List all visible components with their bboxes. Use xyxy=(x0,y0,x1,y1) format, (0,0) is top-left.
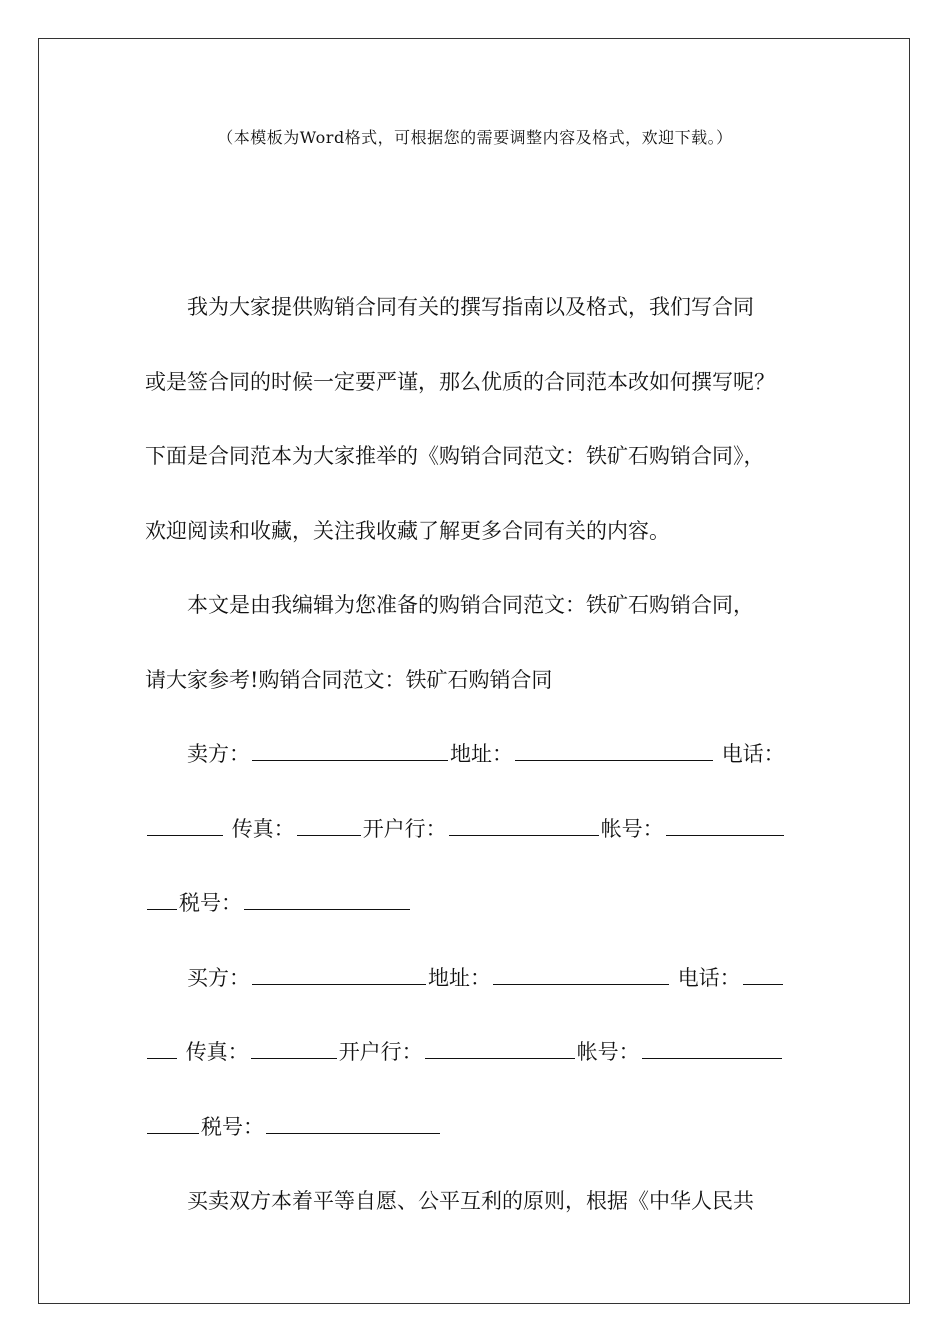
seller-name-blank[interactable] xyxy=(252,742,448,761)
template-note: （本模板为Word格式，可根据您的需要调整内容及格式，欢迎下载。） xyxy=(217,128,733,147)
buyer-phone-blank[interactable] xyxy=(743,966,783,985)
buyer-address-label: 地址： xyxy=(428,965,491,990)
editor-line-1: 本文是由我编辑为您准备的购销合同范文：铁矿石购销合同， xyxy=(187,593,754,617)
buyer-account-blank-cont[interactable] xyxy=(147,1115,199,1134)
editor-note-paragraph xyxy=(145,568,805,717)
seller-address-blank[interactable] xyxy=(515,742,713,761)
seller-account-label: 帐号： xyxy=(600,816,664,841)
seller-account-blank-cont[interactable] xyxy=(147,891,177,910)
buyer-tax-blank[interactable] xyxy=(266,1115,440,1134)
seller-bank-blank[interactable] xyxy=(449,817,599,836)
buyer-info xyxy=(145,941,805,1165)
buyer-fax-blank[interactable] xyxy=(251,1040,337,1059)
seller-line-1 xyxy=(145,717,805,792)
buyer-line-3 xyxy=(145,1090,805,1165)
intro-line-2: 或是签合同的时候一定要严谨，那么优质的合同范本改如何撰写呢？ xyxy=(145,369,775,394)
editor-line-2: 请大家参考!购销合同范文：铁矿石购销合同 xyxy=(145,667,553,692)
seller-bank-label: 开户行： xyxy=(362,816,447,841)
closing-paragraph xyxy=(145,1164,805,1239)
seller-fax-label: 传真： xyxy=(231,816,295,841)
buyer-line-2 xyxy=(145,1015,805,1090)
buyer-account-blank[interactable] xyxy=(642,1040,782,1059)
buyer-bank-blank[interactable] xyxy=(425,1040,575,1059)
closing-line-1: 买卖双方本着平等自愿、公平互利的原则，根据《中华人民共 xyxy=(187,1189,754,1213)
buyer-phone-label: 电话： xyxy=(677,965,741,990)
seller-info xyxy=(145,717,805,941)
buyer-address-blank[interactable] xyxy=(493,966,669,985)
seller-label: 卖方： xyxy=(187,742,250,766)
buyer-line-1 xyxy=(145,941,805,1016)
seller-tax-label: 税号： xyxy=(179,891,242,915)
intro-line-4: 欢迎阅读和收藏，关注我收藏了解更多合同有关的内容。 xyxy=(145,518,670,543)
seller-address-label: 地址： xyxy=(450,742,513,766)
buyer-name-blank[interactable] xyxy=(252,966,426,985)
buyer-tax-label: 税号： xyxy=(201,1114,264,1139)
seller-phone-blank[interactable] xyxy=(147,817,223,836)
intro-paragraph xyxy=(145,270,805,568)
intro-line-1: 我为大家提供购销合同有关的撰写指南以及格式，我们写合同 xyxy=(187,295,754,319)
intro-line-3: 下面是合同范本为大家推举的《购销合同范文：铁矿石购销合同》， xyxy=(145,444,765,468)
buyer-phone-blank-cont[interactable] xyxy=(147,1040,177,1059)
seller-line-3 xyxy=(145,866,805,941)
seller-line-2 xyxy=(145,792,805,867)
seller-phone-label: 电话： xyxy=(721,742,785,766)
seller-tax-blank[interactable] xyxy=(244,891,410,910)
buyer-bank-label: 开户行： xyxy=(338,1040,423,1064)
document-body xyxy=(145,270,805,1239)
buyer-account-label: 帐号： xyxy=(576,1040,640,1064)
buyer-fax-label: 传真： xyxy=(185,1040,249,1064)
seller-fax-blank[interactable] xyxy=(297,817,361,836)
buyer-label: 买方： xyxy=(187,965,250,990)
seller-account-blank[interactable] xyxy=(666,817,784,836)
